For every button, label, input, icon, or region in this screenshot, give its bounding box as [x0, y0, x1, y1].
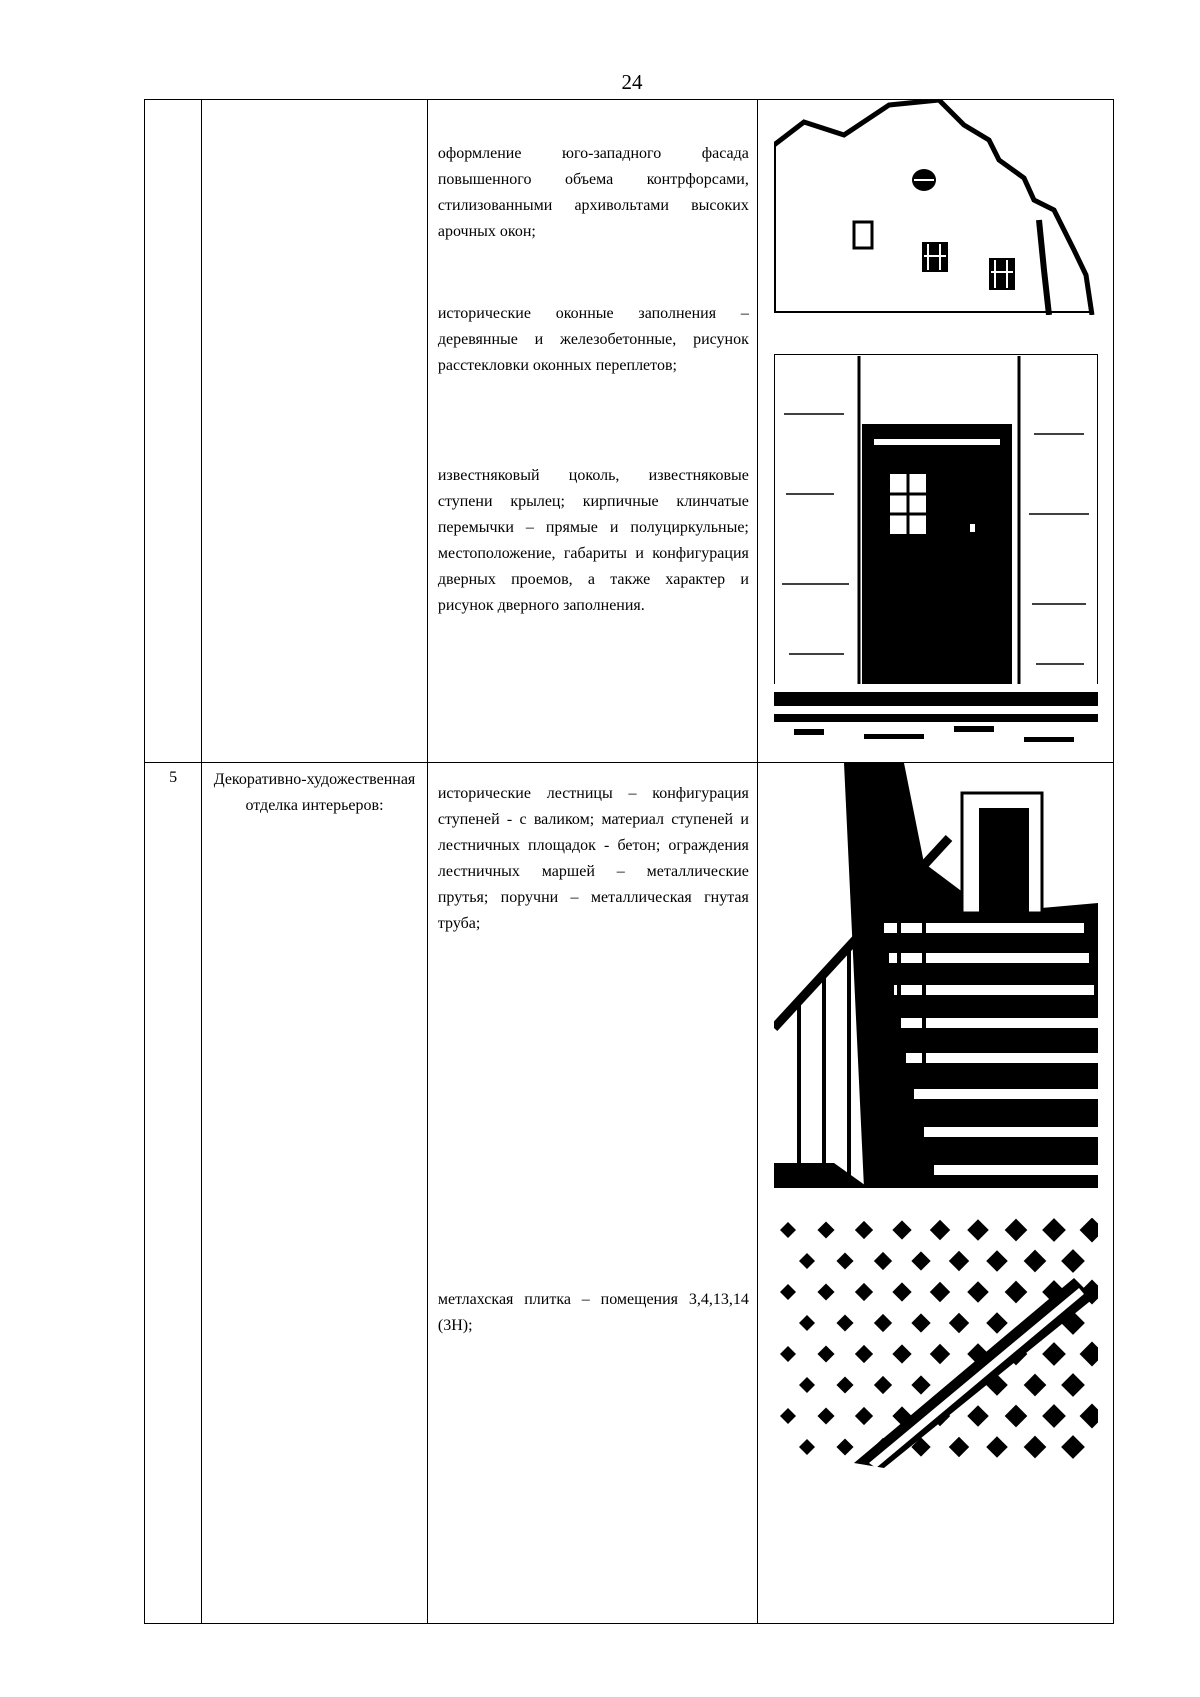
- staircase-photo: [774, 763, 1098, 1188]
- description-cell: [427, 100, 757, 763]
- facade-paragraph: оформление юго-западного фасада повышенного объема контрфорсами, стилизованными архивольтами высоких арочных окон;: [437, 145, 749, 240]
- table-row: [145, 763, 1114, 1624]
- windows-paragraph: исторические оконные заполнения – деревянные и железобетонные, рисунок расстекловки оконных переплетов;: [437, 305, 749, 374]
- photo-cell: [757, 763, 1113, 1624]
- table-row: [145, 100, 1114, 763]
- metlakh-tile-photo: [774, 1218, 1098, 1468]
- tile-paragraph: метлахская плитка – помещения 3,4,13,14 (3Н);: [437, 1291, 749, 1334]
- photo-cell: [757, 100, 1113, 763]
- page-number: 24: [621, 70, 643, 94]
- subject-cell: Декоративно-художественная отделка интерьеров:: [202, 763, 428, 1624]
- monument-features-table: [144, 99, 1114, 1624]
- row-number-cell: 5: [145, 763, 202, 1624]
- staircase-paragraph: исторические лестницы – конфигурация ступеней - с валиком; материал ступеней и лестничных площадок - бетон; ограждения лестничных маршей – металлические прутья; поручни – металлическая гнутая труба;: [437, 785, 749, 932]
- facade-stepped-gable-photo: [774, 100, 1098, 315]
- entrance-door-photo: [774, 354, 1098, 754]
- row-number-cell: [145, 100, 202, 763]
- subject-cell: [202, 100, 428, 763]
- description-cell: [427, 763, 757, 1624]
- plinth-doors-paragraph: известняковый цоколь, известняковые ступени крылец; кирпичные клинчатые перемычки – прямые и полуциркульные; местоположение, габариты и конфигурация дверных проемов, а также характер и рисунок дверного заполнения.: [437, 467, 749, 614]
